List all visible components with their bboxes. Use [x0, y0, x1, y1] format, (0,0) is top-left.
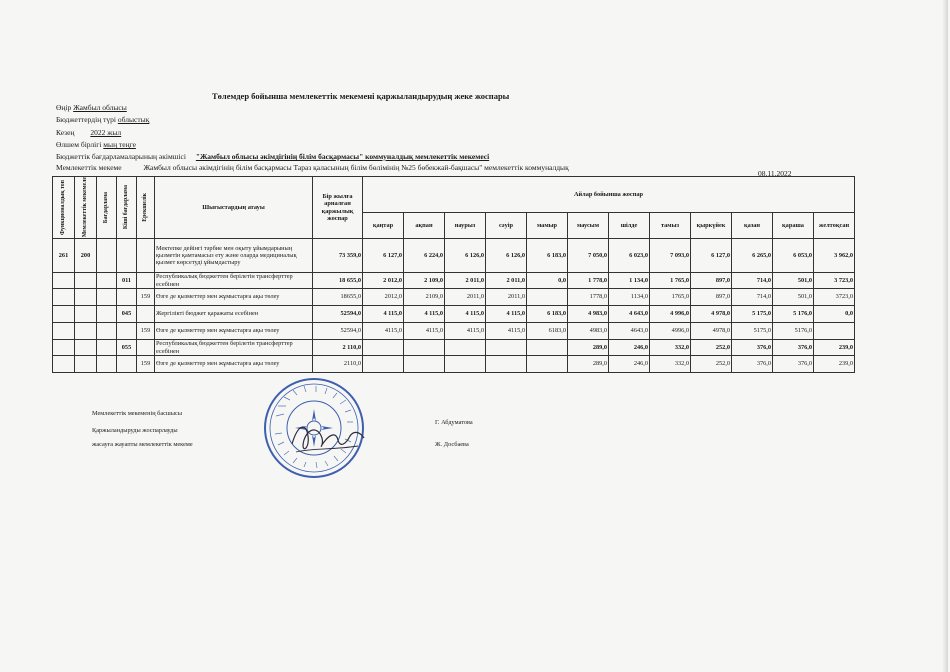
functional-group-code-cell: [53, 340, 75, 356]
table-row: [53, 323, 855, 340]
subprogram-code-cell: [117, 289, 137, 306]
month-value-cell: 252,0: [691, 356, 732, 373]
month-head: қаңтар: [363, 213, 404, 239]
expense-name-cell: Өзге де қызметтер мен жұмыстарға ақы төлеу: [155, 289, 313, 306]
month-value-cell: 4115,0: [404, 323, 445, 340]
month-value-cell: 6 126,0: [445, 239, 486, 273]
payment-plan-body: [53, 239, 855, 373]
month-value-cell: 2 011,0: [486, 273, 527, 289]
col-head-program: Бағдарлама: [97, 177, 117, 239]
month-value-cell: 6 183,0: [527, 306, 568, 323]
expense-name-cell: Республикалық бюджеттен берілетін трансферттер есебінен: [155, 273, 313, 289]
institution-code-cell: [75, 306, 97, 323]
page-edge-shadow: [942, 0, 948, 672]
annual-plan-cell: 18655,0: [313, 289, 363, 306]
functional-group-code-cell: [53, 273, 75, 289]
month-value-cell: 4 996,0: [650, 306, 691, 323]
annual-plan-cell: 18 655,0: [313, 273, 363, 289]
month-value-cell: 1 765,0: [650, 273, 691, 289]
month-value-cell: 4 983,0: [568, 306, 609, 323]
month-value-cell: 2011,0: [486, 289, 527, 306]
unit-value: мың теңге: [103, 140, 136, 149]
month-value-cell: 3 723,0: [814, 273, 855, 289]
month-value-cell: 5175,0: [732, 323, 773, 340]
handwritten-signature: [288, 414, 368, 462]
subprogram-code-cell: 055: [117, 340, 137, 356]
month-value-cell: 4983,0: [568, 323, 609, 340]
month-value-cell: [363, 356, 404, 373]
month-value-cell: [445, 356, 486, 373]
month-value-cell: 6 126,0: [486, 239, 527, 273]
month-value-cell: 2 012,0: [363, 273, 404, 289]
month-value-cell: 6 127,0: [691, 239, 732, 273]
month-value-cell: 2012,0: [363, 289, 404, 306]
month-value-cell: 1134,0: [609, 289, 650, 306]
budget-type-line: Бюджеттердің түрі облыстық: [56, 115, 150, 124]
month-value-cell: 4 115,0: [363, 306, 404, 323]
month-value-cell: 4 115,0: [445, 306, 486, 323]
institution-code-cell: [75, 289, 97, 306]
subprogram-code-cell: [117, 356, 137, 373]
month-value-cell: 897,0: [691, 273, 732, 289]
program-code-cell: [97, 239, 117, 273]
col-head-subprogram: Кіші бағдарлама: [117, 177, 137, 239]
month-head: шілде: [609, 213, 650, 239]
table-row: [53, 356, 855, 373]
month-value-cell: 4 978,0: [691, 306, 732, 323]
month-value-cell: 2109,0: [404, 289, 445, 306]
month-value-cell: 4643,0: [609, 323, 650, 340]
month-value-cell: 4996,0: [650, 323, 691, 340]
month-head: қазан: [732, 213, 773, 239]
program-code-cell: [97, 323, 117, 340]
annual-plan-cell: 2 110,0: [313, 340, 363, 356]
signature-finance-label-2: жасауға жауапты мемлекеттік мекеме: [92, 441, 193, 448]
functional-group-code-cell: [53, 306, 75, 323]
program-code-cell: [97, 356, 117, 373]
expense-name-cell: Республикалық бюджеттен берілетін трансферттер есебінен: [155, 340, 313, 356]
month-value-cell: [404, 340, 445, 356]
month-value-cell: [486, 340, 527, 356]
admin-value: "Жамбыл облысы әкімдігінің білім басқармасы" коммуналдық мемлекеттік мекемесі: [195, 152, 490, 161]
month-value-cell: 897,0: [691, 289, 732, 306]
institution-value: Жамбыл облысы әкімдігінің білім басқармасы Тараз қаласының білім бөлімінің №25 бөбекжай-бақшасы" мемлекеттік коммуналдық: [143, 163, 569, 172]
expense-name-cell: Мектепке дейінгі тәрбие мен оқыту ұйымдарының қызметін қамтамасыз ету және оларда медициналық қызмет көрсетуді ұйымдастыру: [155, 239, 313, 273]
month-value-cell: 1 778,0: [568, 273, 609, 289]
signature-head-name: Г. Абдуматова: [435, 419, 473, 426]
institution-code-cell: [75, 323, 97, 340]
subprogram-code-cell: 045: [117, 306, 137, 323]
month-value-cell: 4 115,0: [486, 306, 527, 323]
month-head: желтоқсан: [814, 213, 855, 239]
month-value-cell: 376,0: [732, 356, 773, 373]
specifics-code-cell: 159: [137, 356, 155, 373]
program-code-cell: [97, 289, 117, 306]
month-value-cell: 1778,0: [568, 289, 609, 306]
month-value-cell: 4 115,0: [404, 306, 445, 323]
month-value-cell: 2 011,0: [445, 273, 486, 289]
month-value-cell: 246,0: [609, 340, 650, 356]
subprogram-code-cell: [117, 239, 137, 273]
unit-line: Өлшем бірлігі мың теңге: [56, 140, 136, 149]
annual-plan-cell: 52594,0: [313, 323, 363, 340]
month-value-cell: 4115,0: [363, 323, 404, 340]
subprogram-code-cell: [117, 323, 137, 340]
month-value-cell: 501,0: [773, 289, 814, 306]
program-code-cell: [97, 273, 117, 289]
table-row: [53, 340, 855, 356]
col-head-gov-institution: Мемлекеттік мекемеле: [75, 177, 97, 239]
month-value-cell: 289,0: [568, 356, 609, 373]
month-value-cell: 6 053,0: [773, 239, 814, 273]
month-value-cell: 4115,0: [445, 323, 486, 340]
month-value-cell: 0,0: [814, 306, 855, 323]
month-value-cell: 501,0: [773, 273, 814, 289]
col-head-monthly-plan: Айлар бойынша жоспар: [363, 177, 855, 213]
specifics-code-cell: [137, 239, 155, 273]
month-head: маусым: [568, 213, 609, 239]
institution-code-cell: 200: [75, 239, 97, 273]
expense-name-cell: Жергілікті бюджет қаражаты есебінен: [155, 306, 313, 323]
month-value-cell: 376,0: [732, 340, 773, 356]
functional-group-code-cell: 261: [53, 239, 75, 273]
region-line: Өңір Жамбыл облысы: [56, 103, 127, 112]
month-head: мамыр: [527, 213, 568, 239]
annual-plan-cell: 52594,0: [313, 306, 363, 323]
specifics-code-cell: [137, 273, 155, 289]
institution-code-cell: [75, 356, 97, 373]
table-row: [53, 289, 855, 306]
month-value-cell: 6 183,0: [527, 239, 568, 273]
month-value-cell: [404, 356, 445, 373]
month-value-cell: 3723,0: [814, 289, 855, 306]
subprogram-code-cell: 011: [117, 273, 137, 289]
month-value-cell: [814, 323, 855, 340]
budget-type-value: облыстық: [117, 115, 150, 124]
functional-group-code-cell: [53, 323, 75, 340]
month-value-cell: [527, 340, 568, 356]
month-value-cell: 252,0: [691, 340, 732, 356]
month-value-cell: 3 962,0: [814, 239, 855, 273]
col-head-annual-plan: Бір жылға арналған қаржылық жоспар: [313, 177, 363, 239]
program-code-cell: [97, 340, 117, 356]
admin-line: Бюджеттік бағдарламаларының әкімшісі "Жамбыл облысы әкімдігінің білім басқармасы" коммуналдық мемлекеттік мекемесі: [56, 152, 490, 161]
institution-code-cell: [75, 273, 97, 289]
month-value-cell: 239,0: [814, 356, 855, 373]
functional-group-code-cell: [53, 289, 75, 306]
region-value: Жамбыл облысы: [73, 103, 127, 112]
month-value-cell: 376,0: [773, 356, 814, 373]
table-row: [53, 273, 855, 289]
month-value-cell: [527, 356, 568, 373]
program-code-cell: [97, 306, 117, 323]
annual-plan-cell: 73 359,0: [313, 239, 363, 273]
col-head-expense-name: Шығыстардың атауы: [155, 177, 313, 239]
month-value-cell: 4115,0: [486, 323, 527, 340]
institution-line: Мемлекеттік мекеме Жамбыл облысы әкімдігінің білім басқармасы Тараз қаласының білім бөлімінің №25 бөбекжай-бақшасы" мемлекеттік коммуналдық: [56, 163, 569, 172]
month-value-cell: 2 109,0: [404, 273, 445, 289]
signature-head-label: Мемлекеттік мекеменің басшысы: [92, 410, 183, 417]
payment-plan-table: [52, 176, 855, 373]
signature-finance-name: Ж. Досбаева: [435, 441, 469, 448]
month-head: ақпан: [404, 213, 445, 239]
month-value-cell: 289,0: [568, 340, 609, 356]
month-value-cell: 332,0: [650, 356, 691, 373]
month-value-cell: 5 175,0: [732, 306, 773, 323]
month-value-cell: [527, 289, 568, 306]
month-value-cell: 6 023,0: [609, 239, 650, 273]
month-head: қараша: [773, 213, 814, 239]
month-value-cell: 6183,0: [527, 323, 568, 340]
month-head: тамыз: [650, 213, 691, 239]
month-value-cell: 714,0: [732, 289, 773, 306]
month-value-cell: [363, 340, 404, 356]
month-value-cell: 2011,0: [445, 289, 486, 306]
month-head: наурыз: [445, 213, 486, 239]
month-value-cell: [445, 340, 486, 356]
month-value-cell: 1765,0: [650, 289, 691, 306]
table-row: [53, 306, 855, 323]
month-head: қыркүйек: [691, 213, 732, 239]
month-value-cell: 246,0: [609, 356, 650, 373]
month-value-cell: 4 643,0: [609, 306, 650, 323]
signature-finance-label-1: Қаржыландыруды жоспарлауды: [92, 427, 178, 434]
institution-code-cell: [75, 340, 97, 356]
document-title: Төлемдер бойынша мемлекеттік мекемені қаржыландырудың жеке жоспары: [212, 91, 510, 101]
period-line: Кезең 2022 жыл: [56, 128, 122, 137]
annual-plan-cell: 2110,0: [313, 356, 363, 373]
specifics-code-cell: 159: [137, 289, 155, 306]
month-value-cell: 6 265,0: [732, 239, 773, 273]
specifics-code-cell: [137, 306, 155, 323]
month-value-cell: 332,0: [650, 340, 691, 356]
document-date: 08.11.2022: [758, 169, 792, 178]
table-row: [53, 239, 855, 273]
month-value-cell: 0,0: [527, 273, 568, 289]
month-value-cell: 5176,0: [773, 323, 814, 340]
month-value-cell: 7 093,0: [650, 239, 691, 273]
month-value-cell: 4978,0: [691, 323, 732, 340]
month-value-cell: 7 050,0: [568, 239, 609, 273]
month-value-cell: 239,0: [814, 340, 855, 356]
col-head-functional-group: Функционалдық топ: [53, 177, 75, 239]
month-value-cell: 6 127,0: [363, 239, 404, 273]
functional-group-code-cell: [53, 356, 75, 373]
month-head: сәуір: [486, 213, 527, 239]
month-value-cell: 714,0: [732, 273, 773, 289]
month-value-cell: 376,0: [773, 340, 814, 356]
month-value-cell: 5 176,0: [773, 306, 814, 323]
month-value-cell: 6 224,0: [404, 239, 445, 273]
specifics-code-cell: 159: [137, 323, 155, 340]
expense-name-cell: Өзге де қызметтер мен жұмыстарға ақы төлеу: [155, 356, 313, 373]
col-head-specifics: Ерекшелік: [137, 177, 155, 239]
month-value-cell: [486, 356, 527, 373]
specifics-code-cell: [137, 340, 155, 356]
expense-name-cell: Өзге де қызметтер мен жұмыстарға ақы төлеу: [155, 323, 313, 340]
period-value: 2022 жыл: [90, 128, 122, 137]
month-value-cell: 1 134,0: [609, 273, 650, 289]
